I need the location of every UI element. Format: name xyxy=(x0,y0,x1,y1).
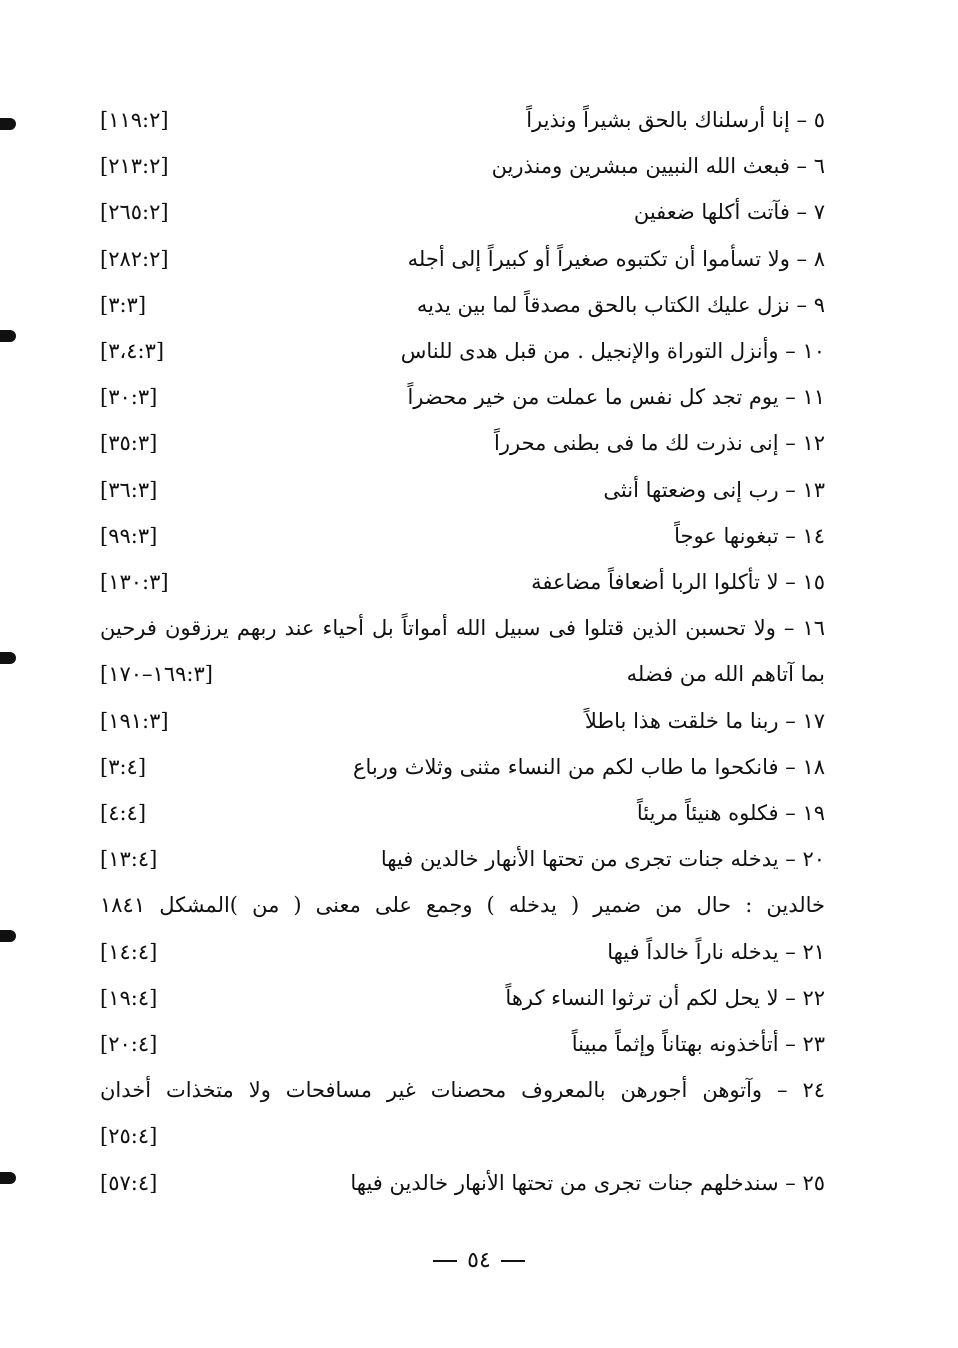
scan-edge-mark xyxy=(0,118,16,130)
verse-reference: [٢٨٢:٢] xyxy=(100,246,169,271)
verse-text: ٩ – نزل عليك الكتاب بالحق مصدقاً لما بين يديه xyxy=(416,292,825,317)
scan-edge-mark xyxy=(0,652,16,664)
verse-reference: [٢٥:٤] xyxy=(100,1124,158,1149)
verse-reference: [٢١٣:٢] xyxy=(100,154,169,179)
verse-reference: [٤:٤] xyxy=(100,801,147,825)
verse-text: ٢٢ – لا يحل لكم أن ترثوا النساء كرهاً xyxy=(505,985,825,1010)
verse-reference: [٣٥:٣] xyxy=(100,431,158,456)
verse-line xyxy=(100,143,825,189)
verse-text: ٢١ – يدخله ناراً خالداً فيها xyxy=(607,939,825,964)
verse-reference: [٥٧:٤] xyxy=(100,1170,158,1195)
verse-reference: [٣:٣] xyxy=(100,292,147,317)
verse-text: ٥ – إنا أرسلناك بالحق بشيراً ونذيراً xyxy=(526,108,825,132)
verse-text: بما آتاهم الله من فضله xyxy=(626,662,825,687)
verse-reference: [١٣٠:٣] xyxy=(100,570,169,594)
verse-line xyxy=(100,929,825,975)
verse-text: ٧ – فآتت أكلها ضعفين xyxy=(633,200,825,225)
page-number xyxy=(0,1248,958,1273)
verse-text: ١٠ – وأنزل التوراة والإنجيل . من قبل هدى للناس xyxy=(400,339,825,363)
verse-text: ٨ – ولا تسأموا أن تكتبوه صغيراً أو كبيراً إلى أجله xyxy=(407,246,825,271)
verse-text: خالدين : حال من ضمير ( يدخله ) وجمع على معنى ( من )المشكل ١٨٤١ xyxy=(100,893,825,918)
verse-text: ١٣ – رب إنى وضعتها أنثى xyxy=(603,477,825,502)
verse-line xyxy=(100,559,825,605)
verse-reference: [٣،٤:٣] xyxy=(100,339,165,363)
verse-line xyxy=(100,1067,825,1113)
verse-text: ١٦ – ولا تحسبن الذين قتلوا فى سبيل الله أمواتاً بل أحياء عند ربهم يرزقون فرحين xyxy=(100,616,825,641)
verse-reference: [٣٠:٣] xyxy=(100,385,158,410)
verse-reference: [١٤:٤] xyxy=(100,939,158,964)
verse-reference: [١١٩:٢] xyxy=(100,108,169,132)
verse-line xyxy=(100,420,825,466)
verse-line xyxy=(100,1021,825,1067)
verse-text: ١٤ – تبغونها عوجاً xyxy=(674,523,825,548)
verse-line xyxy=(100,605,825,651)
verse-text: ٢٥ – سندخلهم جنات تجرى من تحتها الأنهار خالدين فيها xyxy=(350,1170,825,1195)
verse-text: ١١ – يوم تجد كل نفس ما عملت من خير محضراً xyxy=(407,385,825,410)
verse-text: ٢٤ – وآتوهن أجورهن بالمعروف محصنات غير مسافحات ولا متخذات أخدان xyxy=(100,1078,825,1103)
verse-reference: [١٩:٤] xyxy=(100,985,158,1010)
verse-line xyxy=(100,467,825,513)
verse-text: ١٨ – فانكحوا ما طاب لكم من النساء مثنى وثلاث ورباع xyxy=(352,754,825,779)
page-number-dash xyxy=(433,1260,457,1262)
verse-reference: [٩٩:٣] xyxy=(100,523,158,548)
verse-reference: [١٣:٤] xyxy=(100,847,158,872)
verse-line xyxy=(100,651,825,697)
verse-line xyxy=(100,975,825,1021)
scan-edge-mark xyxy=(0,1172,16,1184)
page-number-value: ٥٤ xyxy=(467,1248,491,1273)
verse-line xyxy=(100,836,825,882)
verse-line xyxy=(100,1113,825,1159)
verse-text: ٦ – فبعث الله النبيين مبشرين ومنذرين xyxy=(491,154,825,179)
verse-line xyxy=(100,513,825,559)
verse-line xyxy=(100,328,825,374)
verse-reference: [٣٦:٣] xyxy=(100,477,158,502)
verse-text: ١٥ – لا تأكلوا الربا أضعافاً مضاعفة xyxy=(531,570,825,594)
scan-edge-mark xyxy=(0,330,16,342)
verse-line xyxy=(100,882,825,928)
verse-line xyxy=(100,189,825,235)
verse-reference: [١٦٩:٣–١٧٠] xyxy=(100,662,213,687)
verse-text: ١٢ – إنى نذرت لك ما فى بطنى محرراً xyxy=(494,431,825,456)
verse-line xyxy=(100,236,825,282)
verse-line xyxy=(100,1160,825,1206)
verse-reference: [٢٦٥:٢] xyxy=(100,200,169,225)
verse-text: ١٩ – فكلوه هنيئاً مريئاً xyxy=(636,801,825,825)
verse-reference: [٢٠:٤] xyxy=(100,1032,158,1056)
verse-line xyxy=(100,97,825,143)
verse-line xyxy=(100,698,825,744)
page-number-dash xyxy=(501,1260,525,1262)
verse-reference: [٣:٤] xyxy=(100,754,147,779)
scan-edge-mark xyxy=(0,930,16,942)
verse-text: ٢٣ – أتأخذونه بهتاناً وإثماً مبيناً xyxy=(571,1032,825,1056)
verse-line xyxy=(100,744,825,790)
verse-text: ٢٠ – يدخله جنات تجرى من تحتها الأنهار خالدين فيها xyxy=(380,847,825,872)
verse-line xyxy=(100,374,825,420)
verse-line xyxy=(100,282,825,328)
verse-line xyxy=(100,790,825,836)
verse-text: ١٧ – ربنا ما خلقت هذا باطلاً xyxy=(584,708,825,733)
verse-reference: [١٩١:٣] xyxy=(100,708,169,733)
